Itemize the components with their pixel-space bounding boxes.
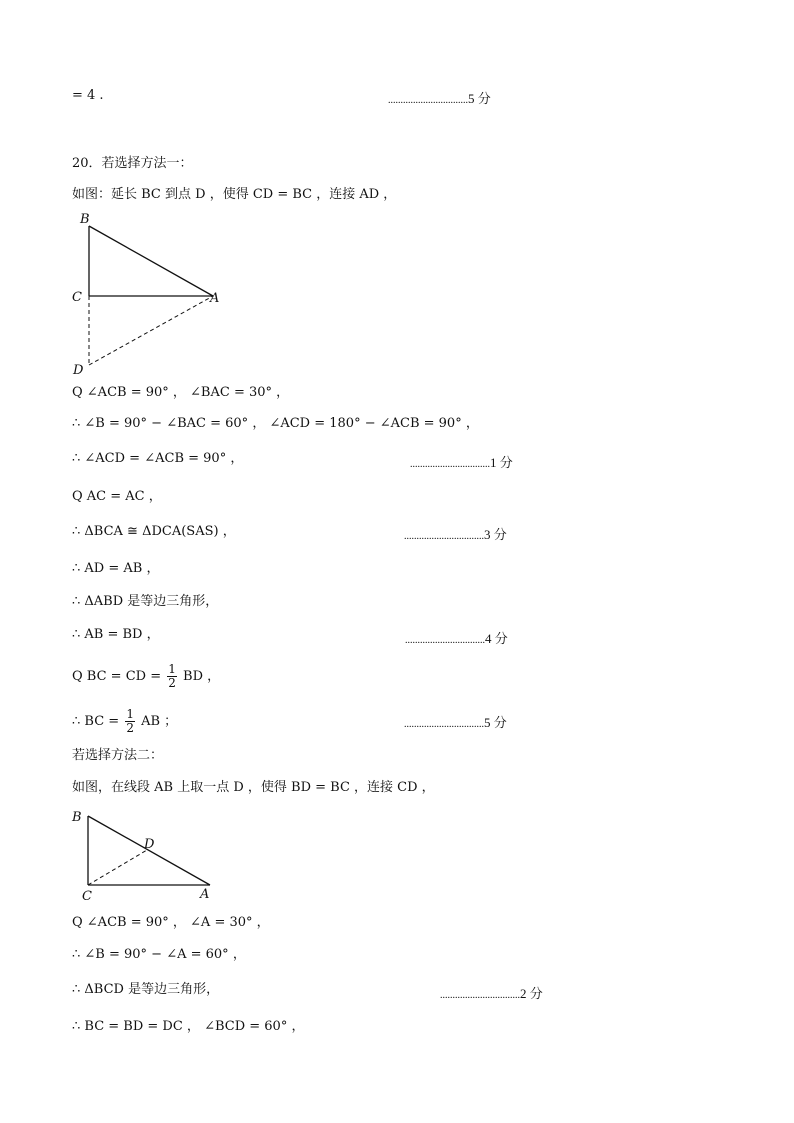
score-dots: ................................ bbox=[405, 635, 485, 646]
method1-construction: 如图：延长 BC 到点 D ，使得 CD = BC ，连接 AD ， bbox=[72, 187, 397, 202]
step-line: ∴ ΔABD 是等边三角形， bbox=[72, 594, 219, 609]
figure-method2 bbox=[70, 806, 230, 906]
score-dots: ................................ bbox=[388, 95, 468, 106]
score-label: 5 分 bbox=[468, 91, 491, 106]
step-line: ∴ AB = BD ， bbox=[72, 627, 160, 642]
step-line: ∴ ∠B = 90° − ∠BAC = 60° ， ∠ACD = 180° − ∠ACB = 90° ， bbox=[72, 416, 479, 431]
step-text: ∴ BC = bbox=[72, 714, 120, 729]
segment-cd-dashed bbox=[88, 850, 147, 885]
segment-da-dashed bbox=[89, 296, 213, 365]
figure-method1 bbox=[70, 208, 230, 378]
step-text: BD ， bbox=[183, 669, 221, 684]
step-line: Q ∠ACB = 90° ， ∠A = 30° ， bbox=[72, 915, 270, 930]
label-a: A bbox=[200, 887, 210, 902]
fraction-one-half bbox=[167, 663, 177, 690]
step-line: ∴ ∠ACD = ∠ACB = 90° ， bbox=[72, 451, 244, 466]
fraction-denominator: 2 bbox=[126, 721, 134, 735]
label-d: D bbox=[73, 363, 84, 378]
label-d: D bbox=[144, 837, 155, 852]
score-dots: ................................ bbox=[440, 990, 520, 1001]
step-text: Q BC = CD = bbox=[72, 669, 162, 684]
step-line: ∴ AD = AB ， bbox=[72, 561, 160, 576]
segment-ba bbox=[89, 226, 213, 296]
score-mark-1 bbox=[410, 454, 513, 474]
label-b: B bbox=[80, 212, 90, 227]
score-label: 5 分 bbox=[484, 715, 507, 730]
score-mark-3 bbox=[404, 526, 507, 546]
method2-construction: 如图，在线段 AB 上取一点 D ，使得 BD = BC ，连接 CD ， bbox=[72, 780, 435, 795]
step-line-fraction bbox=[72, 708, 177, 735]
score-mark-5a bbox=[388, 90, 491, 110]
step-line: ∴ BC = BD = DC ， ∠BCD = 60° ， bbox=[72, 1019, 305, 1034]
score-dots: ................................ bbox=[404, 531, 484, 542]
fraction-numerator: 1 bbox=[126, 707, 134, 721]
fraction-denominator: 2 bbox=[168, 676, 176, 690]
step-line: ∴ ΔBCD 是等边三角形， bbox=[72, 982, 220, 997]
label-c: C bbox=[72, 290, 82, 305]
score-mark-5b bbox=[404, 714, 507, 734]
score-label: 4 分 bbox=[485, 631, 508, 646]
score-label: 1 分 bbox=[490, 455, 513, 470]
score-label: 2 分 bbox=[520, 986, 543, 1001]
question-title: 20．若选择方法一： bbox=[72, 156, 193, 171]
score-mark-2 bbox=[440, 985, 543, 1005]
step-text: AB ； bbox=[141, 714, 178, 729]
score-mark-4 bbox=[405, 630, 508, 650]
step-line: ∴ ΔBCA ≅ ΔDCA(SAS) ， bbox=[72, 524, 236, 539]
step-line: ∴ ∠B = 90° − ∠A = 60° ， bbox=[72, 947, 246, 962]
result-line: = 4 . bbox=[72, 88, 104, 103]
label-a: A bbox=[210, 291, 220, 306]
method2-title: 若选择方法二： bbox=[72, 748, 164, 763]
score-dots: ................................ bbox=[410, 459, 490, 470]
step-line: Q AC = AC ， bbox=[72, 489, 162, 504]
label-c: C bbox=[82, 889, 92, 904]
fraction-numerator: 1 bbox=[168, 662, 176, 676]
label-b: B bbox=[72, 810, 82, 825]
step-line: Q ∠ACB = 90° ， ∠BAC = 30° ， bbox=[72, 385, 290, 400]
fraction-one-half bbox=[125, 708, 135, 735]
step-line-fraction bbox=[72, 663, 220, 690]
score-label: 3 分 bbox=[484, 527, 507, 542]
score-dots: ................................ bbox=[404, 719, 484, 730]
